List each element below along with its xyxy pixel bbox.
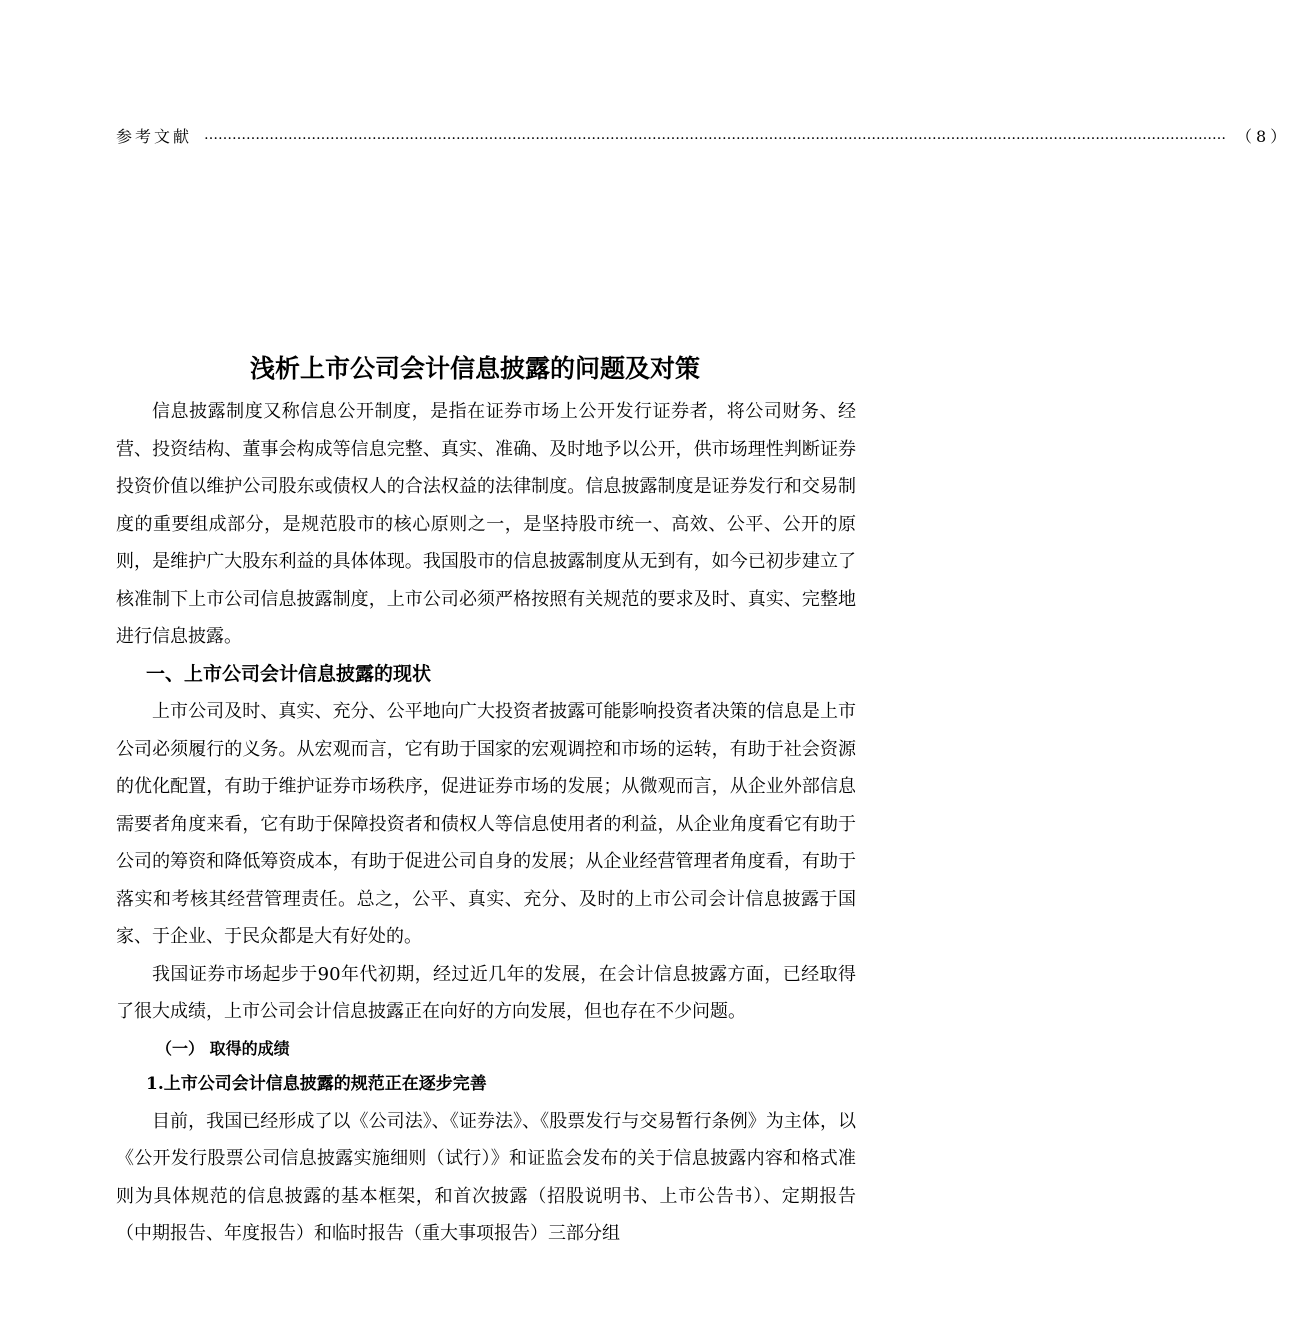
article-body — [116, 393, 856, 1253]
intro-paragraph: 信息披露制度又称信息公开制度，是指在证券市场上公开发行证券者，将公司财务、经营、投资结构、董事会构成等信息完整、真实、准确、及时地予以公开，供市场理性判断证券投资价值以维护公司股东或债权人的合法权益的法律制度。信息披露制度是证券发行和交易制度的重要组成部分，是规范股市的核心原则之一，是坚持股市统一、高效、公平、公开的原则，是维护广大股东利益的具体体现。我国股市的信息披露制度从无到有，如今已初步建立了核准制下上市公司信息披露制度，上市公司必须严格按照有关规范的要求及时、真实、完整地进行信息披露。 — [116, 401, 856, 647]
section-paragraph: 上市公司及时、真实、充分、公平地向广大投资者披露可能影响投资者决策的信息是上市公司必须履行的义务。从宏观而言，它有助于国家的宏观调控和市场的运转，有助于社会资源的优化配置，有助于维护证券市场秩序，促进证券市场的发展；从微观而言，从企业外部信息需要者角度来看，它有助于保障投资者和债权人等信息使用者的利益，从企业角度看它有助于公司的筹资和降低筹资成本，有助于促进公司自身的发展；从企业经营管理者角度看，有助于落实和考核其经营管理责任。总之，公平、真实、充分、及时的上市公司会计信息披露于国家、于企业、于民众都是大有好处的。 — [116, 701, 856, 947]
toc-entry-references — [116, 120, 1290, 150]
toc-leader-dots: ………………………………………………………………………………………………………………………………………………………………………………………………… — [204, 127, 1227, 143]
toc-page-number: （8） — [1236, 126, 1290, 146]
item-paragraph: 目前，我国已经形成了以《公司法》、《证券法》、《股票发行与交易暂行条例》为主体，以《公开发行股票公司信息披露实施细则（试行）》和证监会发布的关于信息披露内容和格式准则为具体规范的信息披露的基本框架，和首次披露（招股说明书、上市公告书）、定期报告（中期报告、年度报告）和临时报告（重大事项报告）三部分组 — [116, 1110, 856, 1244]
article-title: 浅析上市公司会计信息披露的问题及对策 — [249, 353, 700, 383]
item-heading: 1.上市公司会计信息披露的规范正在逐步完善 — [146, 1073, 487, 1094]
toc-label: 参考文献 — [116, 126, 193, 146]
section-heading: 一、上市公司会计信息披露的现状 — [146, 662, 432, 685]
section-paragraph: 我国证券市场起步于90年代初期，经过近几年的发展，在会计信息披露方面，已经取得了很大成绩，上市公司会计信息披露正在向好的方向发展，但也存在不少问题。 — [116, 963, 856, 1022]
subsection-heading: （一） 取得的成绩 — [156, 1038, 290, 1058]
